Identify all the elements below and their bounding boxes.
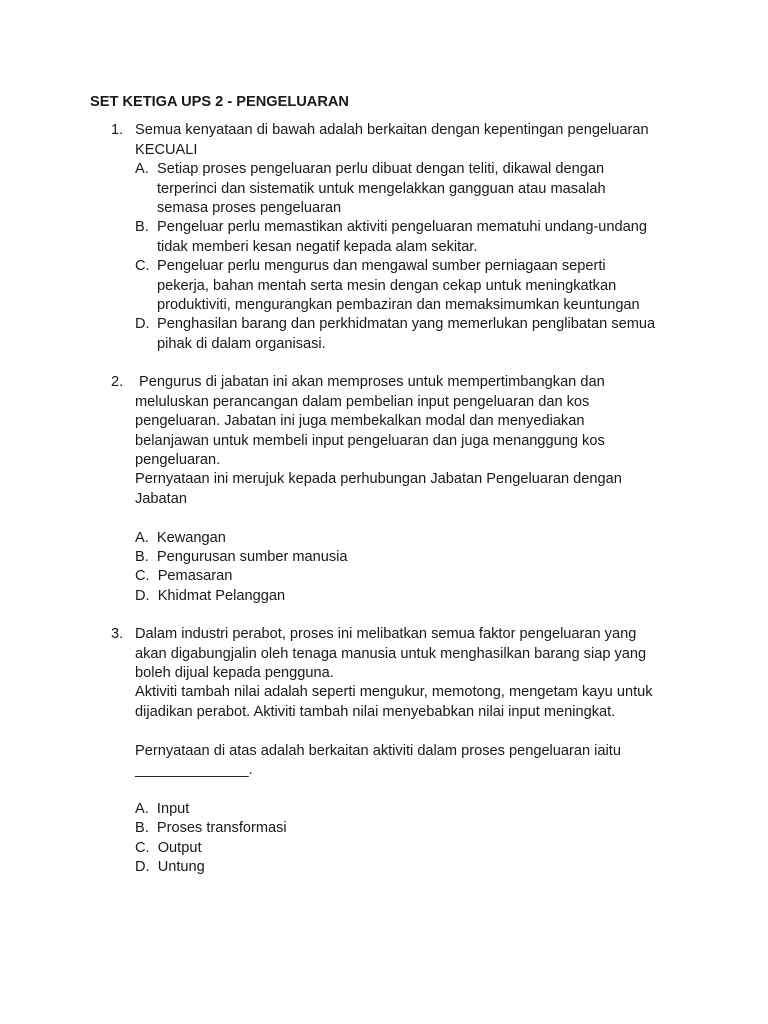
option-line: terperinci dan sistematik untuk mengelakkan gangguan atau masalah	[157, 180, 606, 197]
text-line: meluluskan perancangan dalam pembelian input pengeluaran dan kos	[135, 393, 590, 410]
answer-blank: ______________.	[135, 761, 253, 778]
blank-line	[135, 509, 690, 528]
question-text	[135, 121, 690, 160]
option-line: Pengeluar perlu mengurus dan mengawal sumber perniagaan seperti	[157, 258, 606, 275]
option-list	[135, 160, 690, 354]
option-line: Penghasilan barang dan perkhidmatan yang memerlukan penglibatan semua	[157, 316, 656, 333]
option-c	[135, 257, 690, 315]
answer-option-c: C. Output	[135, 839, 202, 856]
question-3	[90, 625, 690, 877]
answer-option-a: A. Kewangan	[135, 529, 226, 546]
question-number: 2.	[111, 374, 124, 391]
option-letter: A.	[135, 161, 149, 178]
text-line: boleh dijual kepada pengguna.	[135, 664, 334, 681]
question-text	[135, 625, 690, 877]
question-text	[135, 373, 690, 606]
answer-option-a: A. Input	[135, 800, 190, 817]
text-line: belanjawan untuk membeli input pengeluaran dan juga menanggung kos	[135, 432, 605, 449]
option-letter: D.	[135, 316, 150, 333]
option-line: pekerja, bahan mentah serta mesin dengan cekap untuk meningkatkan	[157, 277, 617, 294]
option-line: Setiap proses pengeluaran perlu dibuat dengan teliti, dikawal dengan	[157, 161, 605, 178]
text-line: Jabatan	[135, 490, 187, 507]
text-line: Pernyataan di atas adalah berkaitan aktiviti dalam proses pengeluaran iaitu	[135, 742, 621, 759]
option-b	[135, 218, 690, 257]
text-line: Pengurus di jabatan ini akan memproses untuk mempertimbangkan dan	[135, 374, 605, 391]
text-line: akan digabungjalin oleh tenaga manusia untuk menghasilkan barang siap yang	[135, 645, 647, 662]
answer-option-d: D. Untung	[135, 858, 205, 875]
document-page	[90, 93, 690, 877]
text-line: pengeluaran.	[135, 451, 221, 468]
answer-option-d: D. Khidmat Pelanggan	[135, 587, 286, 604]
option-line: produktiviti, mengurangkan pembaziran dan memaksimumkan keuntungan	[157, 297, 640, 314]
text-line: dijadikan perabot. Aktiviti tambah nilai menyebabkan nilai input meningkat.	[135, 703, 616, 720]
option-letter: B.	[135, 219, 149, 236]
blank-line	[135, 722, 690, 741]
option-line: Pengeluar perlu memastikan aktiviti pengeluaran mematuhi undang-undang	[157, 219, 648, 236]
answer-option-b: B. Proses transformasi	[135, 820, 287, 837]
text-line: pengeluaran. Jabatan ini juga membekalkan modal dan menyediakan	[135, 413, 585, 430]
text-line: Dalam industri perabot, proses ini melibatkan semua faktor pengeluaran yang	[135, 626, 637, 643]
document-title: SET KETIGA UPS 2 - PENGELUARAN	[90, 94, 349, 110]
option-d	[135, 315, 690, 354]
text-line: Aktiviti tambah nilai adalah seperti mengukur, memotong, mengetam kayu untuk	[135, 684, 653, 701]
text-line: Pernyataan ini merujuk kepada perhubungan Jabatan Pengeluaran dengan	[135, 471, 622, 488]
question-2	[90, 373, 690, 606]
option-line: pihak di dalam organisasi.	[157, 335, 326, 352]
question-1	[90, 121, 690, 354]
option-a	[135, 160, 690, 218]
blank-line	[135, 780, 690, 799]
answer-option-c: C. Pemasaran	[135, 568, 233, 585]
option-line: tidak memberi kesan negatif kepada alam sekitar.	[157, 238, 478, 255]
option-line: semasa proses pengeluaran	[157, 200, 342, 217]
answer-option-b: B. Pengurusan sumber manusia	[135, 548, 348, 565]
question-number: 3.	[111, 626, 124, 643]
question-number: 1.	[111, 122, 124, 139]
text-line: Semua kenyataan di bawah adalah berkaitan dengan kepentingan pengeluaran	[135, 122, 649, 139]
option-letter: C.	[135, 258, 150, 275]
text-line: KECUALI	[135, 141, 198, 158]
